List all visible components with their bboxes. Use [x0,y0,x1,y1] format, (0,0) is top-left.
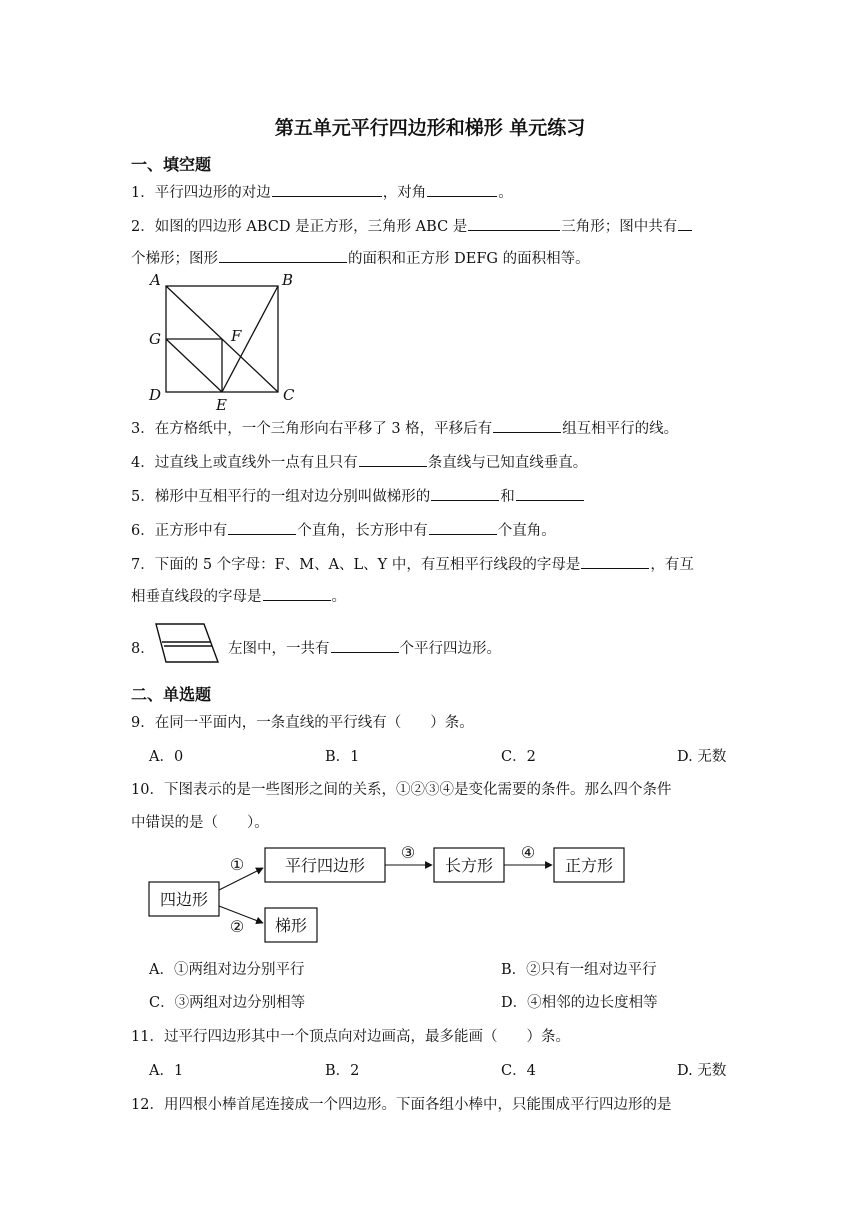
parallelogram-figure [152,620,222,668]
question-9 [131,711,474,732]
label-D: D [149,386,162,404]
condition-2: ② [229,917,245,936]
question-text: 在方格纸中，一个三角形向右平移了 3 格，平移后有 [154,421,493,437]
question-text: 条直线与已知直线垂直。 [427,455,588,471]
question-2-line-1 [131,215,693,236]
question-number: 9． [131,715,155,731]
label-F: F [231,327,242,345]
question-11 [131,1025,570,1046]
question-text: 个梯形；图形 [131,251,218,267]
label-trapezoid: 梯形 [274,916,308,935]
label-square: 正方形 [564,856,614,875]
question-number: 7． [131,557,155,573]
answer-blank[interactable] [228,520,296,535]
section-single-choice: 二、单选题 [131,685,212,704]
question-text: ，对角 [382,185,427,201]
question-number: 12． [131,1097,164,1113]
question-text: 平行四边形的对边 [154,185,271,201]
answer-blank[interactable] [468,216,560,231]
question-2-line-2 [131,247,590,268]
option-d[interactable]: D. 无数 [677,1063,727,1079]
question-number: 10． [131,782,164,798]
square-abcd-figure [145,270,305,415]
answer-blank[interactable] [431,486,499,501]
question-text: 梯形中互相平行的一组对边分别叫做梯形的 [154,489,431,505]
answer-blank[interactable] [272,182,382,197]
option-a[interactable]: A．1 [149,1063,184,1079]
question-4 [131,451,587,472]
option-b[interactable]: B．1 [325,749,360,765]
option-a[interactable]: A．①两组对边分别平行 [149,962,305,978]
question-6 [131,519,556,540]
question-1 [131,181,513,202]
question-text: 和 [500,489,515,505]
option-c[interactable]: C．2 [501,749,536,765]
option-c[interactable]: C．③两组对边分别相等 [149,995,306,1011]
question-number: 2． [131,219,155,235]
question-text: 个直角。 [497,523,556,539]
label-parallelogram: 平行四边形 [284,856,366,875]
condition-3: ③ [400,843,416,862]
label-B: B [282,271,294,289]
section-fill-in-blank: 一、填空题 [131,155,212,174]
question-7-line-2 [131,585,346,606]
question-8 [228,637,501,658]
answer-blank[interactable] [581,554,649,569]
question-text: ，有互 [650,557,694,573]
question-text: 用四根小棒首尾连接成一个四边形。下面各组小棒中，只能围成平行四边形的是 [163,1097,672,1113]
question-8-number: 8． [131,641,155,657]
question-text: 。 [498,185,513,201]
question-text: 在同一平面内，一条直线的平行线有（ ）条。 [154,715,474,731]
answer-blank[interactable] [219,248,347,263]
question-text: 个平行四边形。 [399,641,501,657]
question-text: 过平行四边形其中一个顶点向对边画高，最多能画（ ）条。 [163,1029,570,1045]
label-C: C [283,386,295,404]
option-c[interactable]: C．4 [501,1063,536,1079]
label-quadrilateral: 四边形 [159,890,209,909]
option-d[interactable]: D．④相邻的边长度相等 [501,995,658,1011]
question-text: 。 [331,589,346,605]
answer-blank[interactable] [493,418,561,433]
question-text: 三角形；图中共有 [561,219,678,235]
label-G: G [149,330,161,348]
question-text: 个直角，长方形中有 [297,523,428,539]
question-3 [131,417,678,438]
question-5 [131,485,585,506]
question-10-line-1 [131,778,671,799]
answer-blank[interactable] [331,638,399,653]
answer-blank[interactable] [678,216,692,231]
question-text: 过直线上或直线外一点有且只有 [154,455,358,471]
question-text: 左图中，一共有 [228,641,330,657]
condition-1: ① [229,855,245,874]
answer-blank[interactable] [516,486,584,501]
question-text: 正方形中有 [154,523,228,539]
label-A: A [150,271,161,289]
question-number: 1． [131,185,155,201]
question-number: 3． [131,421,155,437]
label-rectangle: 长方形 [444,856,494,875]
condition-4: ④ [520,843,536,862]
question-number: 4． [131,455,155,471]
answer-blank[interactable] [429,520,497,535]
question-number: 11． [131,1029,164,1045]
label-E: E [216,396,227,414]
question-text: 如图的四边形 ABCD 是正方形，三角形 ABC 是 [154,219,468,235]
option-d[interactable]: D. 无数 [677,749,727,765]
answer-blank[interactable] [427,182,497,197]
question-text: 组互相平行的线。 [562,421,679,437]
question-text: 下图表示的是一些图形之间的关系，①②③④是变化需要的条件。那么四个条件 [163,782,672,798]
question-10-line-2: 中错误的是（ ）。 [131,815,269,831]
question-7-line-1 [131,553,694,574]
question-text: 相垂直线段的字母是 [131,589,262,605]
answer-blank[interactable] [263,586,331,601]
question-text: 下面的 5 个字母：F、M、A、L、Y 中，有互相平行线段的字母是 [154,557,581,573]
answer-blank[interactable] [359,452,427,467]
question-number: 5． [131,489,155,505]
option-a[interactable]: A．0 [149,749,184,765]
option-b[interactable]: B．2 [325,1063,360,1079]
option-b[interactable]: B．②只有一组对边平行 [501,962,657,978]
question-number: 6． [131,523,155,539]
page-title: 第五单元平行四边形和梯形 单元练习 [274,117,586,139]
question-text: 的面积和正方形 DEFG 的面积相等。 [348,251,590,267]
shape-relationship-diagram [145,838,635,948]
question-12 [131,1093,671,1114]
